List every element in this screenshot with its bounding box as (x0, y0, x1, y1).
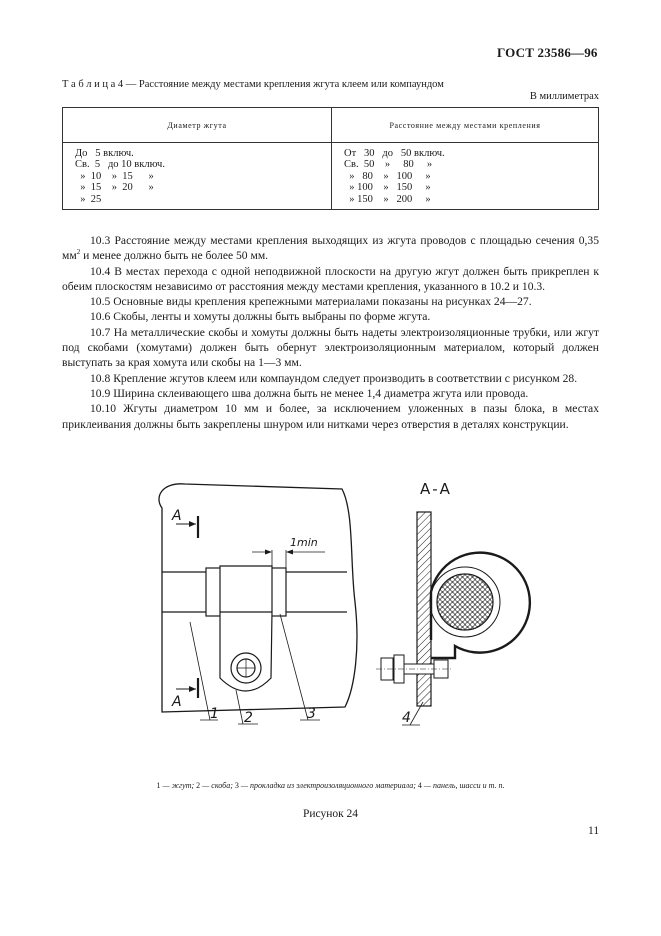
callout-3: 3 (307, 706, 316, 722)
paragraph-10-8: 10.8 Крепление жгутов клеем или компаундом следует производить в соответствии с рисунком 28. (90, 371, 578, 385)
paragraph-10-6: 10.6 Скобы, ленты и хомуты должны быть выбраны по форме жгута. (90, 310, 431, 324)
table-row: » 10 » 15 » (75, 170, 154, 182)
paragraph-10-5: 10.5 Основные виды крепления крепежными материалами показаны на рисунках 24—27. (90, 295, 532, 309)
diameter-cell (63, 143, 332, 210)
callout-2: 2 (244, 710, 253, 726)
table-row: » 80 » 100 » (344, 170, 431, 182)
section-letter-top: А (172, 508, 182, 524)
section-title: А-А (420, 480, 452, 498)
section-letter-bottom: А (172, 694, 182, 710)
dimension-1min (252, 550, 325, 569)
table-row: До 5 включ. (75, 148, 134, 159)
table-row: » 15 » 20 » (75, 182, 154, 194)
table-row: Св. 5 до 10 включ. (75, 159, 165, 171)
distance-cell (332, 143, 599, 210)
table-caption: Т а б л и ц а 4 — Расстояние между местами крепления жгута клеем или компаундом (62, 79, 444, 90)
callout-1: 1 (210, 706, 219, 722)
paragraph-10-10: 10.10 Жгуты диаметром 10 мм и более, за исключением уложенных в пазы блока, в местах приклеивания должны быть закреплены шнуром или нитками через отверстия в деталях конструкции. (62, 402, 599, 431)
standard-header: ГОСТ 23586—96 (497, 45, 598, 60)
figure-title: Рисунок 24 (302, 808, 359, 820)
table-row: » 100 » 150 » (344, 182, 431, 194)
table-units: В миллиметрах (529, 91, 599, 102)
paragraph-10-9: 10.9 Ширина склеивающего шва должна быть не менее 1,4 диаметра жгута или провода. (90, 386, 529, 400)
paragraph-10-3: 10.3 Расстояние между местами крепления выходящих из жгута проводов с площадью сечения 0,35 $мм^2$ и менее должно быть не более 50 мм. (62, 234, 599, 263)
paragraph-10-7: 10.7 На металлические скобы и хомуты должны быть надеты электроизоляционные трубки, или жгут под скобами (хомутами) должен быть обернут электроизоляционным материалом, который должен выступать за края хомута или скобы на 1—3 мм. (62, 325, 599, 370)
table-row: От 30 до 50 включ. (344, 148, 445, 159)
panel-section (417, 512, 431, 706)
harness-section (437, 574, 493, 630)
col-header-distance: Расстояние между местами крепления (332, 108, 599, 143)
distance-table (62, 107, 599, 210)
paragraph-10-4: 10.4 В местах перехода с одной неподвижной плоскости на другую жгут должен быть прикреплен к обеим плоскостям независимо от расстояния между местами крепления, указанного в 10.2 и 10.3. (62, 264, 599, 293)
body-text (62, 233, 599, 432)
figure-24-drawing (140, 472, 540, 742)
page-number: 11 (588, 825, 600, 837)
callout-4: 4 (402, 710, 411, 726)
table-row: Св. 50 » 80 » (344, 159, 433, 171)
screw-assembly (376, 655, 452, 683)
dimension-label: 1min (290, 536, 318, 549)
col-header-diameter: Диаметр жгута (63, 108, 332, 143)
table-row: » 150 » 200 » (344, 193, 431, 205)
table-row: » 25 (75, 193, 102, 205)
figure-legend: 1 — жгут; 2 — скоба; 3 — прокладка из электроизоляционного материала; 4 — панель, шасси и т. п. (156, 781, 505, 790)
